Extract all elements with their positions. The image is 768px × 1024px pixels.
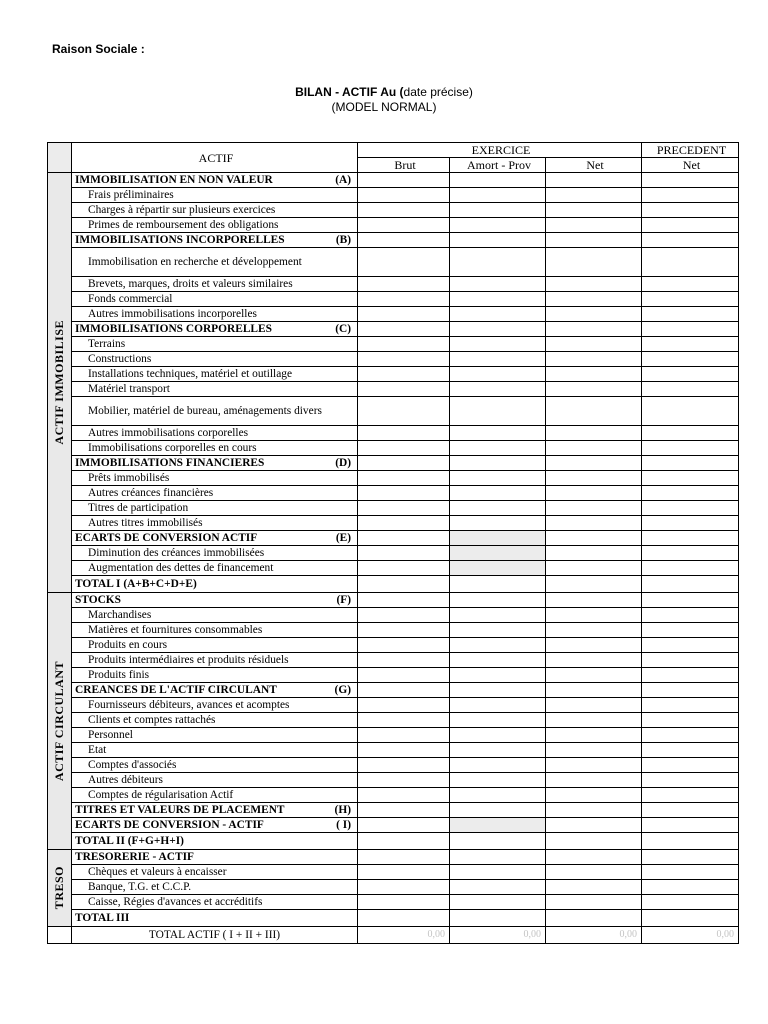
input-amort[interactable]: [450, 471, 546, 486]
row-label: Autres immobilisations corporelles: [72, 426, 358, 441]
row-label: Terrains: [72, 337, 358, 352]
input-net[interactable]: [546, 653, 642, 668]
header-actif: ACTIF: [72, 143, 358, 173]
input-net-prev[interactable]: [642, 218, 739, 233]
total-ii-label: TOTAL II (F+G+H+I): [72, 833, 358, 850]
title-date: date précise): [403, 85, 473, 99]
input-brut[interactable]: [358, 880, 450, 895]
input-amort[interactable]: [450, 426, 546, 441]
input-net[interactable]: [546, 352, 642, 367]
input-net[interactable]: [546, 397, 642, 426]
input-amort[interactable]: [450, 441, 546, 456]
input-amort[interactable]: [450, 322, 546, 337]
row-label: Caisse, Régies d'avances et accréditifs: [72, 895, 358, 910]
header-brut: Brut: [358, 158, 450, 173]
grand-total-net-prev: 0,00: [642, 927, 739, 944]
row-label: Banque, T.G. et C.C.P.: [72, 880, 358, 895]
input-net-prev[interactable]: [642, 561, 739, 576]
group-label-actif-circulant: ACTIF CIRCULANT: [48, 593, 72, 850]
input-amort[interactable]: [450, 803, 546, 818]
input-brut[interactable]: [358, 173, 450, 188]
input-amort[interactable]: [450, 743, 546, 758]
group-label-actif-immobilise: ACTIF IMMOBILISE: [48, 173, 72, 593]
title-bold: BILAN - ACTIF Au (: [295, 85, 404, 99]
input-net-prev[interactable]: [642, 546, 739, 561]
row-label: Produits intermédiaires et produits résiduels: [72, 653, 358, 668]
input-amort[interactable]: [450, 608, 546, 623]
row-label: IMMOBILISATION EN NON VALEUR (A): [72, 173, 358, 188]
input-net-prev[interactable]: [642, 698, 739, 713]
input-brut[interactable]: [358, 486, 450, 501]
input-brut[interactable]: [358, 471, 450, 486]
input-amort[interactable]: [450, 576, 546, 593]
input-brut[interactable]: [358, 546, 450, 561]
input-brut[interactable]: [358, 397, 450, 426]
input-brut[interactable]: [358, 352, 450, 367]
input-amort[interactable]: [450, 895, 546, 910]
row-label: Titres de participation: [72, 501, 358, 516]
input-net-prev[interactable]: [642, 833, 739, 850]
input-brut[interactable]: [358, 248, 450, 277]
input-amort[interactable]: [450, 683, 546, 698]
input-brut[interactable]: [358, 593, 450, 608]
input-amort[interactable]: [450, 337, 546, 352]
input-net[interactable]: [546, 471, 642, 486]
row-label: Chèques et valeurs à encaisser: [72, 865, 358, 880]
input-amort[interactable]: [450, 218, 546, 233]
input-net[interactable]: [546, 683, 642, 698]
row-label: ECARTS DE CONVERSION ACTIF (E): [72, 531, 358, 546]
input-net-prev[interactable]: [642, 173, 739, 188]
row-label: Marchandises: [72, 608, 358, 623]
input-net[interactable]: [546, 531, 642, 546]
input-net[interactable]: [546, 833, 642, 850]
input-net-prev[interactable]: [642, 773, 739, 788]
input-brut[interactable]: [358, 501, 450, 516]
row-label: Autres immobilisations incorporelles: [72, 307, 358, 322]
input-net-prev[interactable]: [642, 668, 739, 683]
input-net-prev[interactable]: [642, 516, 739, 531]
input-brut[interactable]: [358, 576, 450, 593]
header-net: Net: [546, 158, 642, 173]
input-net[interactable]: [546, 593, 642, 608]
input-brut[interactable]: [358, 773, 450, 788]
row-label: Primes de remboursement des obligations: [72, 218, 358, 233]
input-net-prev[interactable]: [642, 486, 739, 501]
input-net-prev[interactable]: [642, 233, 739, 248]
row-label: Matériel transport: [72, 382, 358, 397]
input-net-prev[interactable]: [642, 576, 739, 593]
input-net-prev[interactable]: [642, 728, 739, 743]
input-amort[interactable]: [450, 292, 546, 307]
input-net[interactable]: [546, 758, 642, 773]
shaded-cell: [450, 546, 546, 561]
input-net-prev[interactable]: [642, 441, 739, 456]
input-amort[interactable]: [450, 501, 546, 516]
input-brut[interactable]: [358, 698, 450, 713]
row-label: Charges à répartir sur plusieurs exercices: [72, 203, 358, 218]
input-net-prev[interactable]: [642, 910, 739, 927]
input-net[interactable]: [546, 516, 642, 531]
input-net-prev[interactable]: [642, 788, 739, 803]
input-net-prev[interactable]: [642, 593, 739, 608]
input-brut[interactable]: [358, 803, 450, 818]
row-label: Produits finis: [72, 668, 358, 683]
input-amort[interactable]: [450, 850, 546, 865]
grand-total-corner: [48, 927, 72, 944]
input-brut[interactable]: [358, 668, 450, 683]
input-net-prev[interactable]: [642, 203, 739, 218]
input-brut[interactable]: [358, 653, 450, 668]
input-net[interactable]: [546, 456, 642, 471]
input-amort[interactable]: [450, 698, 546, 713]
input-brut[interactable]: [358, 623, 450, 638]
shaded-cell: [450, 531, 546, 546]
input-net-prev[interactable]: [642, 292, 739, 307]
row-label: Fournisseurs débiteurs, avances et acomptes: [72, 698, 358, 713]
input-net-prev[interactable]: [642, 426, 739, 441]
input-brut[interactable]: [358, 337, 450, 352]
input-net-prev[interactable]: [642, 248, 739, 277]
row-label: Constructions: [72, 352, 358, 367]
grand-total-net: 0,00: [546, 927, 642, 944]
input-amort[interactable]: [450, 352, 546, 367]
input-net[interactable]: [546, 307, 642, 322]
input-brut[interactable]: [358, 743, 450, 758]
header-amort: Amort - Prov: [450, 158, 546, 173]
input-amort[interactable]: [450, 653, 546, 668]
input-net-prev[interactable]: [642, 307, 739, 322]
input-net[interactable]: [546, 743, 642, 758]
total-iii-label: TOTAL III: [72, 910, 358, 927]
input-net-prev[interactable]: [642, 188, 739, 203]
input-net[interactable]: [546, 218, 642, 233]
input-brut[interactable]: [358, 188, 450, 203]
input-net[interactable]: [546, 638, 642, 653]
input-amort[interactable]: [450, 248, 546, 277]
input-amort[interactable]: [450, 173, 546, 188]
input-net-prev[interactable]: [642, 758, 739, 773]
input-amort[interactable]: [450, 773, 546, 788]
input-amort[interactable]: [450, 382, 546, 397]
input-net[interactable]: [546, 248, 642, 277]
row-label: Autres débiteurs: [72, 773, 358, 788]
input-net-prev[interactable]: [642, 713, 739, 728]
input-net[interactable]: [546, 277, 642, 292]
input-amort[interactable]: [450, 277, 546, 292]
row-label: Produits en cours: [72, 638, 358, 653]
total-i-label: TOTAL I (A+B+C+D+E): [72, 576, 358, 593]
input-net[interactable]: [546, 501, 642, 516]
header-exercice: EXERCICE: [358, 143, 642, 158]
row-label: Brevets, marques, droits et valeurs similaires: [72, 277, 358, 292]
input-net[interactable]: [546, 895, 642, 910]
input-net[interactable]: [546, 623, 642, 638]
input-amort[interactable]: [450, 728, 546, 743]
row-label: IMMOBILISATIONS INCORPORELLES (B): [72, 233, 358, 248]
input-net[interactable]: [546, 608, 642, 623]
row-label: Clients et comptes rattachés: [72, 713, 358, 728]
input-net[interactable]: [546, 728, 642, 743]
input-net-prev[interactable]: [642, 803, 739, 818]
header-corner-cell: [48, 143, 72, 173]
row-label: Diminution des créances immobilisées: [72, 546, 358, 561]
input-amort[interactable]: [450, 233, 546, 248]
row-label: Personnel: [72, 728, 358, 743]
input-brut[interactable]: [358, 456, 450, 471]
row-label: Installations techniques, matériel et outillage: [72, 367, 358, 382]
input-net-prev[interactable]: [642, 531, 739, 546]
input-brut[interactable]: [358, 758, 450, 773]
input-net-prev[interactable]: [642, 456, 739, 471]
input-net[interactable]: [546, 382, 642, 397]
input-brut[interactable]: [358, 833, 450, 850]
input-amort[interactable]: [450, 713, 546, 728]
input-net[interactable]: [546, 426, 642, 441]
shaded-cell: [450, 818, 546, 833]
input-net-prev[interactable]: [642, 743, 739, 758]
input-amort[interactable]: [450, 456, 546, 471]
input-net[interactable]: [546, 441, 642, 456]
input-brut[interactable]: [358, 233, 450, 248]
input-net-prev[interactable]: [642, 367, 739, 382]
input-net-prev[interactable]: [642, 382, 739, 397]
row-label: Autres titres immobilisés: [72, 516, 358, 531]
raison-sociale-label: Raison Sociale :: [52, 42, 145, 56]
input-brut[interactable]: [358, 441, 450, 456]
input-amort[interactable]: [450, 397, 546, 426]
input-amort[interactable]: [450, 833, 546, 850]
row-label: Immobilisations corporelles en cours: [72, 441, 358, 456]
header-precedent: PRECEDENT: [642, 143, 739, 158]
row-label: Autres créances financières: [72, 486, 358, 501]
input-net-prev[interactable]: [642, 683, 739, 698]
input-amort[interactable]: [450, 593, 546, 608]
input-net-prev[interactable]: [642, 850, 739, 865]
input-net[interactable]: [546, 203, 642, 218]
input-net[interactable]: [546, 367, 642, 382]
input-brut[interactable]: [358, 277, 450, 292]
input-net[interactable]: [546, 865, 642, 880]
input-amort[interactable]: [450, 307, 546, 322]
row-label: IMMOBILISATIONS FINANCIERES (D): [72, 456, 358, 471]
input-brut[interactable]: [358, 683, 450, 698]
input-net[interactable]: [546, 576, 642, 593]
input-net-prev[interactable]: [642, 818, 739, 833]
shaded-cell: [450, 561, 546, 576]
input-net[interactable]: [546, 546, 642, 561]
input-net-prev[interactable]: [642, 501, 739, 516]
grand-total-label: TOTAL ACTIF ( I + II + III): [72, 927, 358, 944]
input-brut[interactable]: [358, 203, 450, 218]
input-brut[interactable]: [358, 322, 450, 337]
input-brut[interactable]: [358, 292, 450, 307]
input-brut[interactable]: [358, 728, 450, 743]
input-amort[interactable]: [450, 758, 546, 773]
input-net[interactable]: [546, 910, 642, 927]
input-net[interactable]: [546, 668, 642, 683]
input-amort[interactable]: [450, 516, 546, 531]
input-net-prev[interactable]: [642, 322, 739, 337]
input-net[interactable]: [546, 788, 642, 803]
input-brut[interactable]: [358, 865, 450, 880]
input-net[interactable]: [546, 803, 642, 818]
row-label: Etat: [72, 743, 358, 758]
row-label: Prêts immobilisés: [72, 471, 358, 486]
row-label: Immobilisation en recherche et développement: [72, 248, 358, 277]
input-net-prev[interactable]: [642, 653, 739, 668]
input-net-prev[interactable]: [642, 895, 739, 910]
input-brut[interactable]: [358, 218, 450, 233]
input-net[interactable]: [546, 322, 642, 337]
row-label: TRESORERIE - ACTIF: [72, 850, 358, 865]
input-net-prev[interactable]: [642, 471, 739, 486]
row-label: STOCKS (F): [72, 593, 358, 608]
input-brut[interactable]: [358, 426, 450, 441]
input-net-prev[interactable]: [642, 608, 739, 623]
input-brut[interactable]: [358, 713, 450, 728]
input-brut[interactable]: [358, 367, 450, 382]
input-net[interactable]: [546, 773, 642, 788]
input-brut[interactable]: [358, 516, 450, 531]
input-amort[interactable]: [450, 623, 546, 638]
input-net[interactable]: [546, 173, 642, 188]
row-label: Augmentation des dettes de financement: [72, 561, 358, 576]
input-brut[interactable]: [358, 895, 450, 910]
page-subtitle: (MODEL NORMAL): [331, 100, 437, 114]
input-net[interactable]: [546, 818, 642, 833]
input-brut[interactable]: [358, 307, 450, 322]
input-amort[interactable]: [450, 188, 546, 203]
input-amort[interactable]: [450, 880, 546, 895]
input-net[interactable]: [546, 880, 642, 895]
input-amort[interactable]: [450, 865, 546, 880]
bilan-actif-table: [47, 142, 739, 944]
input-amort[interactable]: [450, 203, 546, 218]
row-label: IMMOBILISATIONS CORPORELLES (C): [72, 322, 358, 337]
input-brut[interactable]: [358, 561, 450, 576]
input-amort[interactable]: [450, 668, 546, 683]
input-brut[interactable]: [358, 382, 450, 397]
input-net-prev[interactable]: [642, 638, 739, 653]
input-brut[interactable]: [358, 788, 450, 803]
input-net[interactable]: [546, 561, 642, 576]
input-amort[interactable]: [450, 486, 546, 501]
grand-total-brut: 0,00: [358, 927, 450, 944]
input-net-prev[interactable]: [642, 623, 739, 638]
input-net[interactable]: [546, 233, 642, 248]
input-brut[interactable]: [358, 531, 450, 546]
input-net[interactable]: [546, 486, 642, 501]
row-label: Comptes de régularisation Actif: [72, 788, 358, 803]
input-net-prev[interactable]: [642, 397, 739, 426]
page-title: [0, 85, 768, 99]
input-net-prev[interactable]: [642, 277, 739, 292]
grand-total-amort: 0,00: [450, 927, 546, 944]
row-label: Matières et fournitures consommables: [72, 623, 358, 638]
header-net-previous: Net: [642, 158, 739, 173]
input-net[interactable]: [546, 698, 642, 713]
row-label: Frais préliminaires: [72, 188, 358, 203]
row-label: CREANCES DE L'ACTIF CIRCULANT (G): [72, 683, 358, 698]
input-brut[interactable]: [358, 850, 450, 865]
input-net[interactable]: [546, 850, 642, 865]
input-net[interactable]: [546, 713, 642, 728]
row-label: Mobilier, matériel de bureau, aménagements divers: [72, 397, 358, 426]
input-amort[interactable]: [450, 638, 546, 653]
row-label: Fonds commercial: [72, 292, 358, 307]
input-brut[interactable]: [358, 910, 450, 927]
input-net-prev[interactable]: [642, 865, 739, 880]
input-brut[interactable]: [358, 818, 450, 833]
input-net[interactable]: [546, 292, 642, 307]
input-net[interactable]: [546, 188, 642, 203]
input-amort[interactable]: [450, 367, 546, 382]
input-net-prev[interactable]: [642, 337, 739, 352]
input-net-prev[interactable]: [642, 880, 739, 895]
input-brut[interactable]: [358, 608, 450, 623]
input-amort[interactable]: [450, 788, 546, 803]
input-amort[interactable]: [450, 910, 546, 927]
row-label: TITRES ET VALEURS DE PLACEMENT (H): [72, 803, 358, 818]
input-net-prev[interactable]: [642, 352, 739, 367]
row-label: ECARTS DE CONVERSION - ACTIF ( I): [72, 818, 358, 833]
input-net[interactable]: [546, 337, 642, 352]
group-label-treso: TRESO: [48, 850, 72, 927]
row-label: Comptes d'associés: [72, 758, 358, 773]
input-brut[interactable]: [358, 638, 450, 653]
